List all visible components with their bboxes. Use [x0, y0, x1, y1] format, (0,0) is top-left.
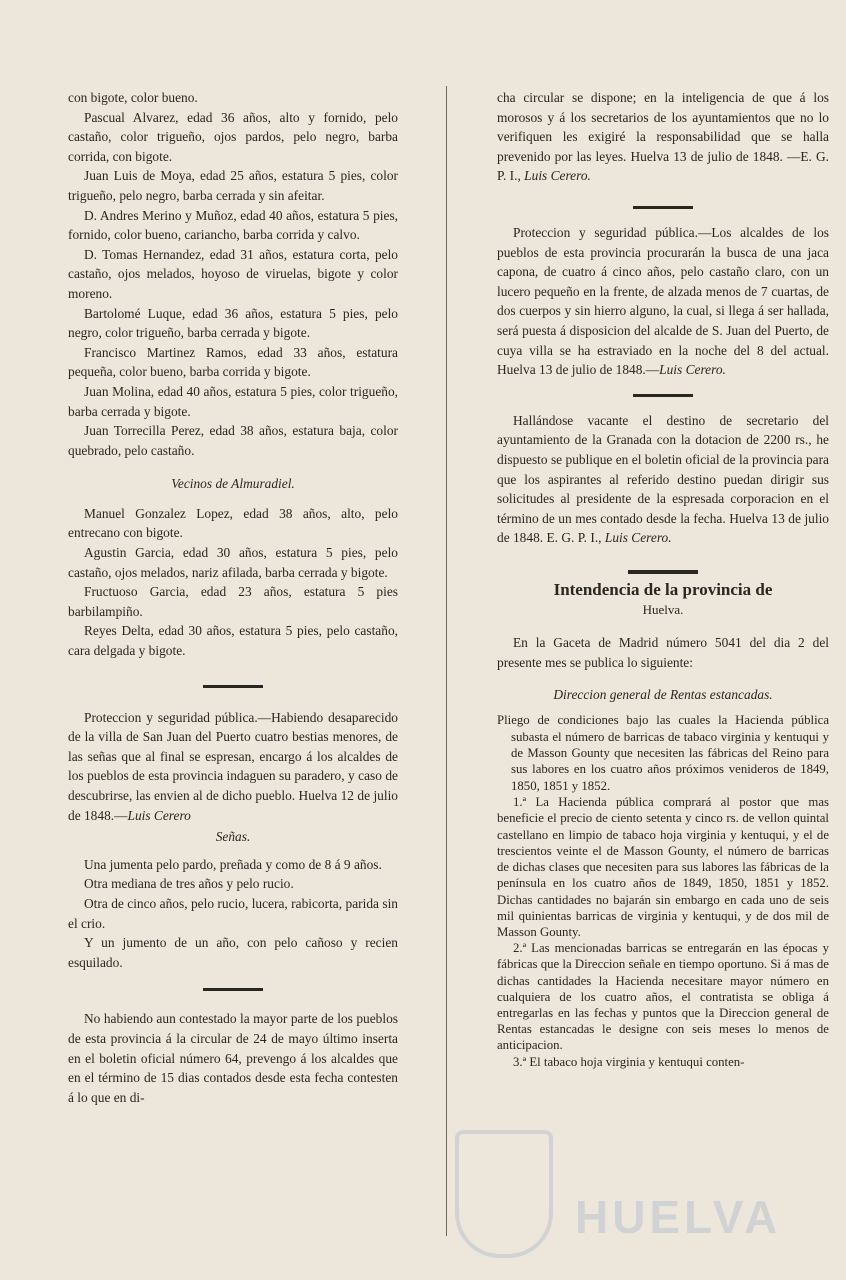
list-item: Juan Luis de Moya, edad 25 años, estatura 5 pies, color trigueño, pelo negro, barba cerrada y sin afeitar. [68, 168, 398, 203]
section-heading: Señas. [215, 829, 251, 845]
separator-rule [628, 570, 698, 574]
signature: Luis Cerero. [604, 530, 672, 546]
intro-line: con bigote, color bueno. [68, 90, 198, 105]
separator-rule [203, 988, 263, 991]
list-item: Juan Torrecilla Perez, edad 38 años, estatura baja, color quebrado, pelo castaño. [68, 423, 398, 458]
pliego-paragraph: Pliego de condiciones bajo las cuales la Hacienda pública subasta el número de barricas de tabaco virginia y kentuqui y de Masson Gounty que necesiten las fábricas del Reino para sus labores en los cuatro años próximos venideros de 1849, 1850, 1851 y 1852. [497, 713, 829, 793]
condition-paragraph: 2.ª Las mencionadas barricas se entregarán en las épocas y fábricas que la Direccion señale en tiempo oportuno. Si á mas de dichas cantidades la Hacienda necesitare mayor número en cualquiera de los cuatro años, el contratista se obliga á entregarlas en las fechas y puntos que la Direccion general de Rentas estancadas le designe con seis meses lo menos de anticipacion. [497, 941, 829, 1053]
watermark-text: HUELVA [575, 1191, 782, 1243]
notice-paragraph: En la Gaceta de Madrid número 5041 del dia 2 del presente mes se publica lo siguiente: [497, 635, 829, 671]
list-item: Pascual Alvarez, edad 36 años, alto y fornido, pelo castaño, color trigueño, ojos pardos, pelo negro, barba corrida, con bigote. [68, 109, 398, 164]
separator-rule [633, 394, 693, 397]
notice-paragraph [497, 223, 829, 380]
notice-paragraph [497, 411, 829, 548]
left-column [68, 88, 398, 1107]
notice-paragraph [68, 708, 398, 826]
notice-text: cha circular se dispone; en la inteligencia de que á los morosos y á los secretarios de los ayuntamientos que no lo verifiquen les exigiré la responsabilidad que se halla prevenido por las leyes. Huelva 13 de julio de 1848. —E. G. P. I., [497, 90, 829, 184]
list-item: Reyes Delta, edad 30 años, estatura 5 pies, pelo castaño, cara delgada y bigote. [68, 623, 398, 659]
right-column [497, 88, 829, 1070]
notice-paragraph: No habiendo aun contestado la mayor parte de los pueblos de esta provincia á la circular de 24 de mayo último inserta en el boletin oficial número 64, prevengo á los alcaldes que en el término de 15 dias contados desde esta fecha contesten á lo que en di- [68, 1011, 398, 1105]
separator-rule [203, 685, 263, 688]
list-item: D. Tomas Hernandez, edad 31 años, estatura corta, pelo castaño, ojos melados, hoyoso de viruelas, bigote y color moreno. [68, 246, 398, 301]
notice-text: Proteccion y seguridad pública.—Los alcaldes de los pueblos de esta provincia procurarán la busca de una jaca capona, de cuatro á cinco años, pelo castaño claro, con un lucero pequeño en la frente, de alzada menos de 7 cuartas, de dos cuerpos y sin hierro alguno, la cual, si llega á ser hallada, será puesta á disposicion del alcalde de S. Juan del Puerto, de cuya villa se ha estraviado en la noche del 8 del actual. Huelva 13 de julio de 1848.— [497, 224, 829, 378]
list-item: Manuel Gonzalez Lopez, edad 38 años, alto, pelo entrecano con bigote. [68, 505, 398, 541]
list-item: Bartolomé Luque, edad 36 años, estatura 5 pies, pelo negro, color trigueño, barba cerrada y bigote. [68, 305, 398, 341]
column-divider [446, 86, 447, 1236]
signature: Luis Cerero. [524, 168, 591, 184]
signature: Luis Cerero [127, 807, 191, 823]
separator-rule [633, 206, 693, 209]
section-heading: Direccion general de Rentas estancadas. [553, 686, 773, 702]
section-title: Intendencia de la provincia de [553, 579, 773, 599]
notice-paragraph [497, 88, 829, 186]
list-item: Francisco Martinez Ramos, edad 33 años, estatura pequeña, color bueno, barba corrida y bigote. [68, 344, 398, 380]
notice-text: Proteccion y seguridad pública.—Habiendo desaparecido de la villa de San Juan del Puerto cuatro bestias menores, de las señas que al final se espresan, encargo á los alcaldes de los pueblos de esta provincia indaguen su paradero, y caso de descubrirse, las envien al de dicho pueblo. Huelva 12 de julio de 1848.— [68, 709, 398, 823]
library-watermark [455, 1120, 782, 1270]
condition-paragraph: 1.ª La Hacienda pública comprará al postor que mas beneficie el precio de ciento setenta y cinco rs. de vellon quintal castellano en limpio de tabaco hoja virginia y kentuqui, y el de trescientos veinte el de Masson Gounty, el número de barricas de dichas clases que necesiten para sus labores las fábricas de la península en los cuatro años de 1849, 1850, 1851 y 1852. Dichas cantidades no bajarán sin embargo en cada uno de seis mil quinientas barricas de virginia y kentuqui, y de dos mil de Masson Gounty. [497, 795, 829, 939]
shield-icon [455, 1130, 553, 1258]
list-item: Juan Molina, edad 40 años, estatura 5 pies, color trigueño, barba cerrada y bigote. [68, 383, 398, 419]
notice-text: Hallándose vacante el destino de secretario del ayuntamiento de la Granada con la dotacion de 2200 rs., he dispuesto se publique en el boletin oficial de la provincia para que los aspirantes al referido destino puedan dirigir sus solicitudes al presidente de la espresada corporacion en el término de un mes contado desde la fecha. Huelva 13 de julio de 1848. E. G. P. I., [497, 412, 829, 546]
section-heading: Vecinos de Almuradiel. [171, 476, 295, 492]
list-item: D. Andres Merino y Muñoz, edad 40 años, estatura 5 pies, fornido, color bueno, cariancho, barba corrida y calvo. [68, 207, 398, 243]
list-item: Una jumenta pelo pardo, preñada y como de 8 á 9 años. [84, 856, 382, 872]
list-item: Y un jumento de un año, con pelo cañoso y recien esquilado. [68, 935, 398, 970]
condition-paragraph: 3.ª El tabaco hoja virginia y kentuqui conten- [513, 1054, 745, 1069]
signature: Luis Cerero. [659, 362, 726, 378]
section-subtitle: Huelva. [642, 601, 684, 617]
list-item: Otra de cinco años, pelo rucio, lucera, rabicorta, parida sin el crio. [68, 895, 398, 931]
list-item: Fructuoso Garcia, edad 23 años, estatura 5 pies barbilampiño. [68, 584, 398, 619]
list-item: Otra mediana de tres años y pelo rucio. [84, 876, 294, 892]
list-item: Agustin Garcia, edad 30 años, estatura 5 pies, pelo castaño, ojos melados, nariz afilada, barba cerrada y bigote. [68, 545, 398, 580]
